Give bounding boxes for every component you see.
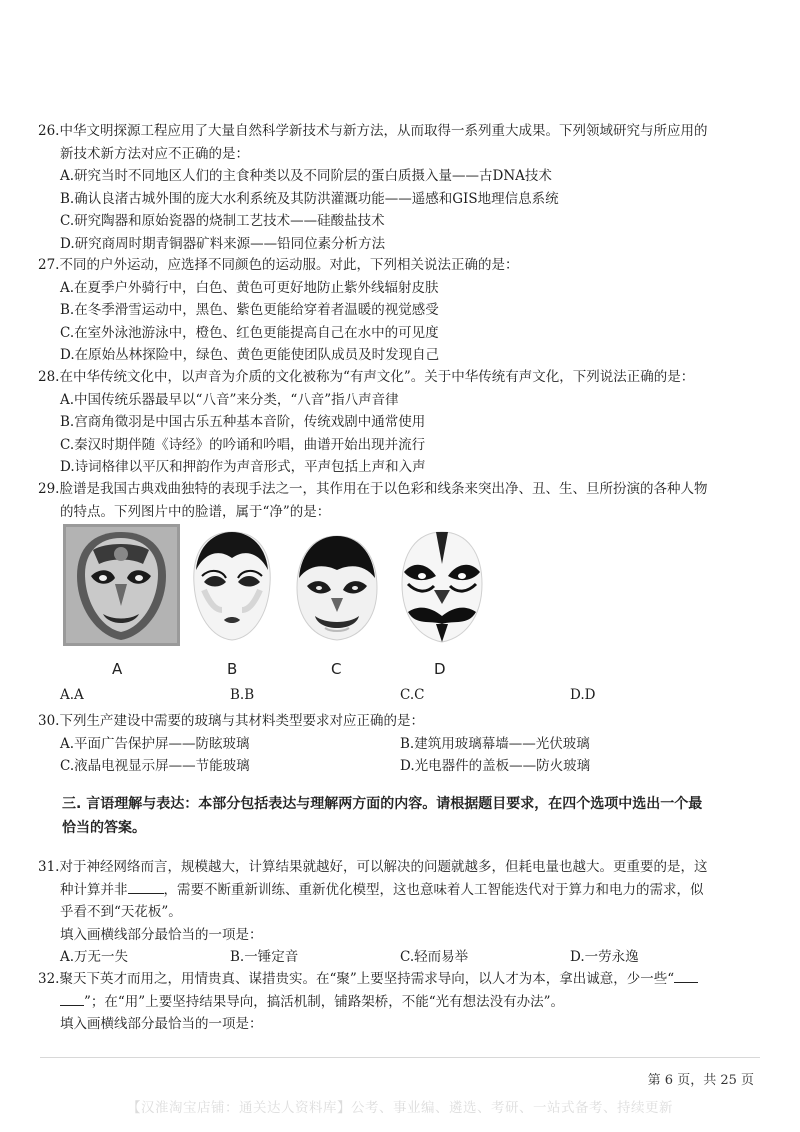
question-27-option-a: A.在夏季户外骑行中，白色、黄色可更好地防止紫外线辐射皮肤 [60, 279, 439, 296]
question-29-option-b: B.B [230, 687, 255, 703]
question-28-option-d: D.诗词格律以平仄和押韵作为声音形式，平声包括上声和入声 [60, 459, 426, 475]
question-26-stem: 26.中华文明探源工程应用了大量自然科学新技术与新方法，从而取得一系列重大成果。下列领域研究与所应用的 [38, 123, 708, 139]
question-30-option-b: B.建筑用玻璃幕墙——光伏玻璃 [400, 735, 590, 752]
question-31-option-b: B.一锤定音 [230, 949, 299, 965]
question-32-stem-part-a: 32.聚天下英才而用之，用情贵真、谋措贵实。在“聚”上要坚持需求导向，以人才为本，拿出诚意，少一些“ [38, 971, 675, 987]
question-29-option-a: A.A [60, 687, 84, 703]
question-26-option-c: C.研究陶器和原始瓷器的烧制工艺技术——硅酸盐技术 [60, 213, 385, 229]
question-29-stem: 29.脸谱是我国古典戏曲独特的表现手法之一，其作用在于以色彩和线条来突出净、丑、生、旦所扮演的各种人物 [38, 481, 708, 497]
question-31-option-d: D.一劳永逸 [570, 949, 639, 965]
footer-divider [40, 1057, 760, 1058]
question-31-option-a: A.万无一失 [60, 949, 129, 965]
question-26-stem-cont: 新技术新方法对应不正确的是： [60, 145, 249, 162]
question-32-stem [38, 968, 760, 991]
question-26-option-b: B.确认良渚古城外围的庞大水利系统及其防洪灌溉功能——遥感和GIS地理信息系统 [60, 190, 559, 207]
question-30-option-d: D.光电器件的盖板——防火玻璃 [400, 758, 591, 774]
question-27-option-b: B.在冬季滑雪运动中，黑色、紫色更能给穿着者温暖的视觉感受 [60, 302, 439, 318]
question-30-option-a: A.平面广告保护屏——防眩玻璃 [60, 735, 250, 752]
answer-blank [128, 879, 164, 894]
question-28-option-a: A.中国传统乐器最早以“八音”来分类，“八音”指八声音律 [60, 391, 399, 408]
watermark: 【汉淮淘宝店铺：通关达人资料库】公考、事业编、遴选、考研、一站式备考、持续更新 [127, 1100, 673, 1116]
mask-label-d: D [434, 660, 446, 678]
question-29 [38, 478, 760, 523]
question-31-stem-cont [38, 879, 760, 902]
mask-image-d [390, 524, 495, 646]
question-31-stem-end: 乎看不到“天花板”。 [60, 904, 182, 920]
question-28 [38, 366, 760, 479]
question-29-options [38, 684, 760, 707]
question-27-option-d: D.在原始丛林探险中，绿色、黄色更能使团队成员及时发现自己 [60, 347, 440, 363]
question-27-stem: 27.不同的户外运动，应选择不同颜色的运动服。对此，下列相关说法正确的是： [38, 257, 519, 273]
question-31-option-c: C.轻而易举 [400, 949, 469, 965]
question-32-stem-cont [38, 991, 760, 1014]
question-32-prompt: 填入画横线部分最恰当的一项是： [60, 1016, 263, 1032]
question-26 [38, 120, 760, 255]
question-29-stem-cont: 的特点。下列图片中的脸谱，属于“净”的是： [60, 503, 331, 520]
opera-mask-images [63, 524, 495, 646]
section-3-heading-line2: 恰当的答案。 [62, 820, 146, 836]
question-28-stem: 28.在中华传统文化中，以声音为介质的文化被称为“有声文化”。关于中华传统有声文化，下列说法正确的是： [38, 369, 695, 385]
section-3-heading [62, 792, 760, 840]
mask-label-c: C [331, 660, 342, 678]
question-31-stem-part-a: 种计算并非 [60, 881, 128, 898]
question-31 [38, 856, 760, 969]
question-28-option-b: B.宫商角徵羽是中国古乐五种基本音阶，传统戏剧中通常使用 [60, 414, 426, 430]
question-30-option-c: C.液晶电视显示屏——节能玻璃 [60, 758, 250, 774]
question-32-stem-part-b: ”；在“用”上要坚持结果导向，搞活机制，铺路架桥，不能“光有想法没有办法”。 [84, 993, 565, 1010]
mask-image-a [63, 524, 180, 646]
question-30 [38, 710, 760, 778]
question-27 [38, 254, 760, 367]
question-31-stem-part-b: ，需要不断重新训练、重新优化模型，这也意味着人工智能迭代对于算力和电力的需求，似 [163, 881, 704, 898]
answer-blank [674, 968, 698, 983]
answer-blank [60, 991, 84, 1006]
question-29-option-c: C.C [400, 687, 425, 703]
question-29-option-d: D.D [570, 687, 596, 703]
question-26-option-d: D.研究商周时期青铜器矿料来源——铅同位素分析方法 [60, 235, 386, 252]
question-31-stem: 31.对于神经网络而言，规模越大，计算结果就越好，可以解决的问题就越多，但耗电量也越大。更重要的是，这 [38, 859, 708, 875]
mask-image-b [180, 524, 285, 646]
section-3-heading-line1: 三. 言语理解与表达：本部分包括表达与理解两方面的内容。请根据题目要求，在四个选项中选出一个最 [62, 796, 703, 812]
question-31-prompt: 填入画横线部分最恰当的一项是： [60, 926, 263, 943]
question-26-option-a: A.研究当时不同地区人们的主食种类以及不同阶层的蛋白质摄入量——古DNA技术 [60, 168, 552, 184]
question-30-stem: 30.下列生产建设中需要的玻璃与其材料类型要求对应正确的是： [38, 713, 424, 729]
question-28-option-c: C.秦汉时期伴随《诗经》的吟诵和吟唱，曲谱开始出现并流行 [60, 436, 426, 453]
mask-image-c [285, 524, 390, 646]
page-number: 第 6 页，共 25 页 [647, 1073, 754, 1088]
mask-label-a: A [112, 660, 123, 678]
question-27-option-c: C.在室外泳池游泳中，橙色、红色更能提高自己在水中的可见度 [60, 324, 439, 341]
question-32 [38, 968, 760, 1036]
mask-label-b: B [227, 660, 238, 678]
